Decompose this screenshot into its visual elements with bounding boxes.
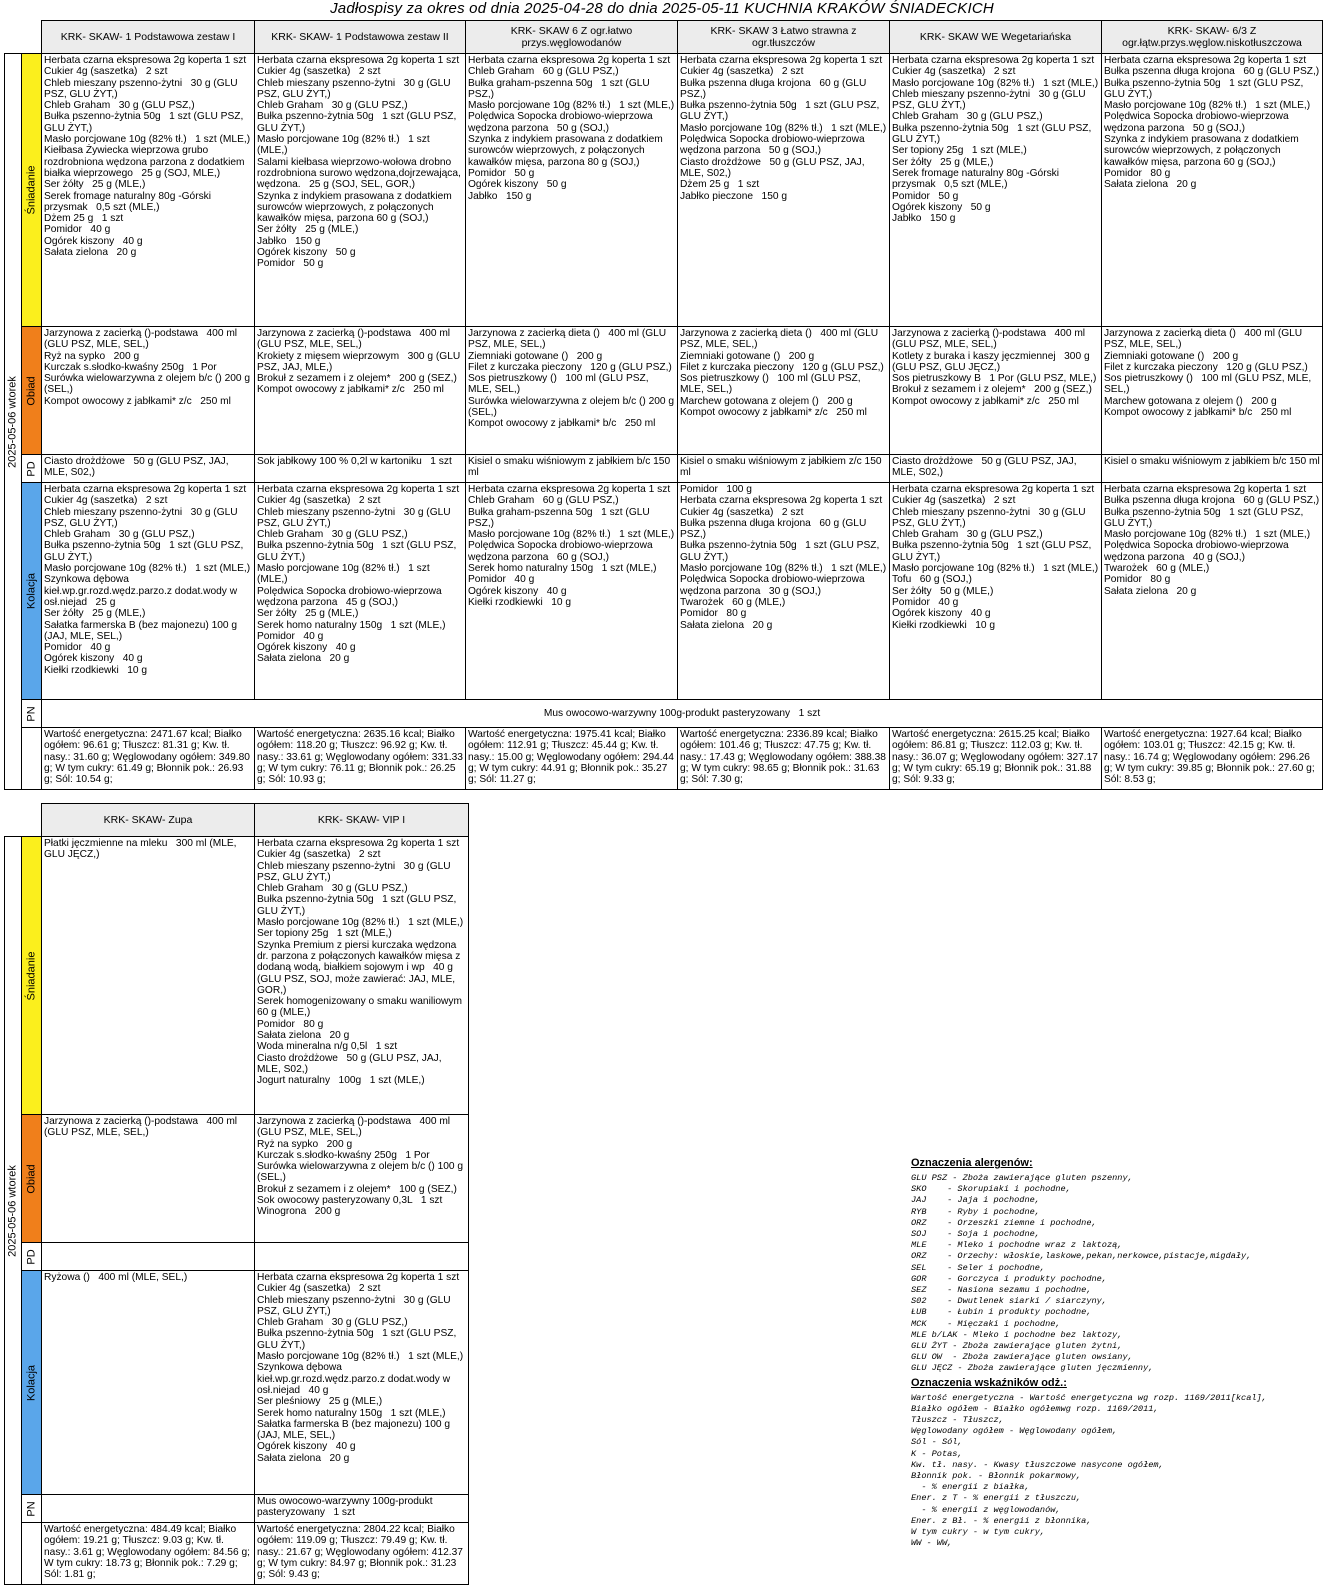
day-label: 2025-05-06 wtorek	[5, 54, 22, 790]
menu-table-secondary	[4, 803, 469, 1585]
meal-label-sniadanie: Śniadanie	[22, 54, 42, 327]
nutrition-cell: Wartość energetyczna: 2804.22 kcal; Białko ogółem: 119.09 g; Tłuszcz: 79.49 g; Kw. tł. nasy.: 21.67 g; Węglowodany ogółem: 412.37 g; W tym cukry: 84.97 g; Błonnik pok.: 31.23 g; Sól: 9.43 g;	[255, 1523, 469, 1585]
indicators-title: Oznaczenia wskaźników odż.:	[911, 1376, 1067, 1389]
nutrition-cell: Wartość energetyczna: 484.49 kcal; Białko ogółem: 19.21 g; Tłuszcz: 9.03 g; Kw. tł. nasy.: 3.61 g; Węglowodany ogółem: 84.56 g; W tym cukry: 18.73 g; Błonnik pok.: 7.29 g; Sól: 1.81 g;	[42, 1523, 255, 1585]
menu-cell: Ryżowa () 400 ml (MLE, SEL,)	[42, 1271, 255, 1495]
nutrition-cell: Wartość energetyczna: 2635.16 kcal; Białko ogółem: 118.20 g; Tłuszcz: 96.92 g; Kw. tł. nasy.: 33.61 g; Węglowodany ogółem: 331.33 g; W tym cukry: 76.11 g; Błonnik pok.: 26.25 g; Sól: 10.93 g;	[255, 728, 466, 790]
nutrition-cell: Wartość energetyczna: 1927.64 kcal; Białko ogółem: 103.01 g; Tłuszcz: 42.15 g; Kw. tł. nasy.: 16.74 g; Węglowodany ogółem: 296.26 g; W tym cukry: 39.85 g; Błonnik pok.: 27.60 g; Sól: 8.53 g;	[1102, 728, 1323, 790]
meal-label-sniadanie: Śniadanie	[22, 837, 42, 1115]
menu-cell: Ciasto drożdżowe 50 g (GLU PSZ, JAJ, MLE, S02,)	[890, 455, 1102, 483]
meal-label-obiad: Obiad	[22, 327, 42, 455]
nutrition-label	[22, 728, 42, 790]
menu-cell: Jarzynowa z zacierką ()-podstawa 400 ml (GLU PSZ, MLE, SEL,) Kotlety z buraka i kaszy jęczmiennej 300 g (GLU PSZ, GLU JĘCZ,) Sos pietruszkowy B 1 Por (GLU PSZ, MLE,) Brokuł z sezamem i z olejem* 200 g (SEZ,) Kompot owocowy z jabłkami* z/c 250 ml	[890, 327, 1102, 455]
meal-label-pn: PN	[22, 1495, 42, 1523]
nutrition-cell: Wartość energetyczna: 1975.41 kcal; Białko ogółem: 112.91 g; Tłuszcz: 45.44 g; Kw. tł. nasy.: 15.00 g; Węglowodany ogółem: 294.44 g; W tym cukry: 44.91 g; Błonnik pok.: 35.27 g; Sól: 11.27 g;	[466, 728, 678, 790]
menu-cell: Herbata czarna ekspresowa 2g koperta 1 szt Cukier 4g (saszetka) 2 szt Masło porcjowane 10g (82% tł.) 1 szt (MLE,) Chleb mieszany pszenno-żytni 30 g (GLU PSZ, GLU ŻYT,) Chleb Graham 30 g (GLU PSZ,) Bułka pszenno-żytnia 50g 1 szt (GLU PSZ, GLU ŻYT,) Ser topiony 25g 1 szt (MLE,) Ser żółty 25 g (MLE,) Serek fromage naturalny 80g -Górski przysmak 0,5 szt (MLE,) Pomidor 50 g Ogórek kiszony 50 g Jabłko 150 g	[890, 54, 1102, 327]
menu-cell: Herbata czarna ekspresowa 2g koperta 1 szt Cukier 4g (saszetka) 2 szt Chleb mieszany pszenno-żytni 30 g (GLU PSZ, GLU ŻYT,) Chleb Graham 30 g (GLU PSZ,) Bułka pszenno-żytnia 50g 1 szt (GLU PSZ, GLU ŻYT,) Masło porcjowane 10g (82% tł.) 1 szt (MLE,) Kiełbasa Żywiecka wieprzowa grubo rozdrobniona wędzona parzona z dodatkiem białka wieprzowego 25 g (SOJ, MLE,) Ser żółty 25 g (MLE,) Serek fromage naturalny 80g -Górski przysmak 0,5 szt (MLE,) Dżem 25 g 1 szt Pomidor 40 g Ogórek kiszony 40 g Sałata zielona 20 g	[42, 54, 255, 327]
menu-cell	[255, 1243, 469, 1271]
diet-header: KRK- SKAW- 6/3 Z ogr.łątw.przys.węglow.niskotłuszczowa	[1102, 21, 1323, 54]
diet-header: KRK- SKAW- 1 Podstawowa zestaw I	[42, 21, 255, 54]
menu-cell: Herbata czarna ekspresowa 2g koperta 1 szt Cukier 4g (saszetka) 2 szt Chleb mieszany pszenno-żytni 30 g (GLU PSZ, GLU ŻYT,) Chleb Graham 30 g (GLU PSZ,) Bułka pszenno-żytnia 50g 1 szt (GLU PSZ, GLU ŻYT,) Masło porcjowane 10g (82% tł.) 1 szt (MLE,) Ser topiony 25g 1 szt (MLE,) Szynka Premium z piersi kurczaka wędzona dr. parzona z połączonych kawałków mięsa z dodaną wodą, białkiem sojowym i wp 40 g (GLU PSZ, SOJ, może zawierać: JAJ, MLE, GOR,) Serek homogenizowany o smaku waniliowym 60 g (MLE,) Pomidor 80 g Sałata zielona 20 g Woda mineralna n/g 0,5l 1 szt Ciasto drożdżowe 50 g (GLU PSZ, JAJ, MLE, S02,) Jogurt naturalny 100g 1 szt (MLE,)	[255, 837, 469, 1115]
menu-cell: Płatki jęczmienne na mleku 300 ml (MLE, GLU JĘCZ,)	[42, 837, 255, 1115]
menu-cell: Herbata czarna ekspresowa 2g koperta 1 szt Bułka pszenna długa krojona 60 g (GLU PSZ,) Bułka pszenno-żytnia 50g 1 szt (GLU PSZ, GLU ŻYT,) Masło porcjowane 10g (82% tł.) 1 szt (MLE,) Polędwica Sopocka drobiowo-wieprzowa wędzona parzona 40 g (SOJ,) Twarożek 60 g (MLE,) Pomidor 80 g Sałata zielona 20 g	[1102, 483, 1323, 700]
menu-cell: Jarzynowa z zacierką ()-podstawa 400 ml (GLU PSZ, MLE, SEL,)	[42, 1115, 255, 1243]
menu-cell: Jarzynowa z zacierką dieta () 400 ml (GLU PSZ, MLE, SEL,) Ziemniaki gotowane () 200 g Filet z kurczaka pieczony 120 g (GLU PSZ,) Sos pietruszkowy () 100 ml (GLU PSZ, MLE, SEL,) Marchew gotowana z olejem () 200 g Kompot owocowy z jabłkami* b/c 250 ml	[1102, 327, 1323, 455]
menu-cell: Herbata czarna ekspresowa 2g koperta 1 szt Cukier 4g (saszetka) 2 szt Bułka pszenna długa krojona 60 g (GLU PSZ,) Bułka pszenno-żytnia 50g 1 szt (GLU PSZ, GLU ŻYT,) Masło porcjowane 10g (82% tł.) 1 szt (MLE,) Polędwica Sopocka drobiowo-wieprzowa wędzona parzona 50 g (SOJ,) Ciasto drożdżowe 50 g (GLU PSZ, JAJ, MLE, S02,) Dżem 25 g 1 szt Jabłko pieczone 150 g	[678, 54, 890, 327]
meal-label-kolacja: Kolacja	[22, 1271, 42, 1495]
diet-header: KRK- SKAW WE Wegetariańska	[890, 21, 1102, 54]
menu-cell: Pomidor 100 g Herbata czarna ekspresowa 2g koperta 1 szt Cukier 4g (saszetka) 2 szt Bułka pszenna długa krojona 60 g (GLU PSZ,) Bułka pszenno-żytnia 50g 1 szt (GLU PSZ, GLU ŻYT,) Masło porcjowane 10g (82% tł.) 1 szt (MLE,) Polędwica Sopocka drobiowo-wieprzowa wędzona parzona 30 g (SOJ,) Twarożek 60 g (MLE,) Pomidor 80 g Sałata zielona 20 g	[678, 483, 890, 700]
nutrition-cell: Wartość energetyczna: 2471.67 kcal; Białko ogółem: 96.61 g; Tłuszcz: 81.31 g; Kw. tł. nasy.: 31.60 g; Węglowodany ogółem: 349.80 g; W tym cukry: 61.49 g; Błonnik pok.: 26.93 g; Sól: 10.54 g;	[42, 728, 255, 790]
menu-cell: Mus owocowo-warzywny 100g-produkt pasteryzowany 1 szt	[42, 700, 1323, 728]
menu-cell: Herbata czarna ekspresowa 2g koperta 1 szt Cukier 4g (saszetka) 2 szt Chleb mieszany pszenno-żytni 30 g (GLU PSZ, GLU ŻYT,) Chleb Graham 30 g (GLU PSZ,) Bułka pszenno-żytnia 50g 1 szt (GLU PSZ, GLU ŻYT,) Masło porcjowane 10g (82% tł.) 1 szt (MLE,) Szynkowa dębowa kieł.wp.gr.rozd.wędz.parzo.z dodat.wody w osł.niejad 25 g Ser żółty 25 g (MLE,) Sałatka farmerska B (bez majonezu) 100 g (JAJ, MLE, SEL,) Pomidor 40 g Ogórek kiszony 40 g Kiełki rzodkiewki 10 g	[42, 483, 255, 700]
menu-cell: Kisiel o smaku wiśniowym z jabłkiem z/c 150 ml	[678, 455, 890, 483]
menu-cell	[42, 1495, 255, 1523]
menu-cell: Ciasto drożdżowe 50 g (GLU PSZ, JAJ, MLE, S02,)	[42, 455, 255, 483]
menu-cell: Jarzynowa z zacierką ()-podstawa 400 ml (GLU PSZ, MLE, SEL,) Ryż na sypko 200 g Kurczak s.słodko-kwaśny 250g 1 Por Surówka wielowarzywna z olejem b/c () 200 g (SEL,) Kompot owocowy z jabłkami* z/c 250 ml	[42, 327, 255, 455]
meal-label-kolacja: Kolacja	[22, 483, 42, 700]
menu-cell: Kisiel o smaku wiśniowym z jabłkiem b/c 150 ml	[1102, 455, 1323, 483]
menu-cell: Kisiel o smaku wiśniowym z jabłkiem b/c 150 ml	[466, 455, 678, 483]
menu-cell: Herbata czarna ekspresowa 2g koperta 1 szt Chleb Graham 60 g (GLU PSZ,) Bułka graham-pszenna 50g 1 szt (GLU PSZ,) Masło porcjowane 10g (82% tł.) 1 szt (MLE,) Polędwica Sopocka drobiowo-wieprzowa wędzona parzona 50 g (SOJ,) Szynka z indykiem prasowana z dodatkiem surowców wieprzowych, z połączonych kawałków mięsa, parzona 80 g (SOJ,) Pomidor 50 g Ogórek kiszony 50 g Jabłko 150 g	[466, 54, 678, 327]
menu-cell: Herbata czarna ekspresowa 2g koperta 1 szt Cukier 4g (saszetka) 2 szt Chleb mieszany pszenno-żytni 30 g (GLU PSZ, GLU ŻYT,) Chleb Graham 30 g (GLU PSZ,) Bułka pszenno-żytnia 50g 1 szt (GLU PSZ, GLU ŻYT,) Masło porcjowane 10g (82% tł.) 1 szt (MLE,) Salami kiełbasa wieprzowo-wołowa drobno rozdrobniona surowo wędzona,dojrzewająca, wędzona. 25 g (SOJ, SEL, GOR,) Szynka z indykiem prasowana z dodatkiem surowców wieprzowych, z połączonych kawałków mięsa, parzona 60 g (SOJ,) Ser żółty 25 g (MLE,) Jabłko 150 g Ogórek kiszony 50 g Pomidor 50 g	[255, 54, 466, 327]
day-label: 2025-05-06 wtorek	[5, 837, 22, 1585]
diet-header: KRK- SKAW- Zupa	[42, 804, 255, 837]
page-title: Jadłospisy za okres od dnia 2025-04-28 do dnia 2025-05-11 KUCHNIA KRAKÓW ŚNIADECKICH	[330, 0, 994, 17]
nutrition-cell: Wartość energetyczna: 2336.89 kcal; Białko ogółem: 101.46 g; Tłuszcz: 47.75 g; Kw. tł. nasy.: 17.43 g; Węglowodany ogółem: 388.38 g; W tym cukry: 98.65 g; Błonnik pok.: 31.63 g; Sól: 7.30 g;	[678, 728, 890, 790]
legend	[911, 1157, 1311, 1550]
meal-label-pd: PD	[22, 455, 42, 483]
menu-cell: Herbata czarna ekspresowa 2g koperta 1 szt Cukier 4g (saszetka) 2 szt Chleb mieszany pszenno-żytni 30 g (GLU PSZ, GLU ŻYT,) Chleb Graham 30 g (GLU PSZ,) Bułka pszenno-żytnia 50g 1 szt (GLU PSZ, GLU ŻYT,) Masło porcjowane 10g (82% tł.) 1 szt (MLE,) Szynkowa dębowa kieł.wp.gr.rozd.wędz.parzo.z dodat.wody w osł.niejad 40 g Ser pleśniowy 25 g (MLE,) Serek homo naturalny 150g 1 szt (MLE,) Sałatka farmerska B (bez majonezu) 100 g (JAJ, MLE, SEL,) Ogórek kiszony 40 g Sałata zielona 20 g	[255, 1271, 469, 1495]
menu-cell: Jarzynowa z zacierką dieta () 400 ml (GLU PSZ, MLE, SEL,) Ziemniaki gotowane () 200 g Filet z kurczaka pieczony 120 g (GLU PSZ,) Sos pietruszkowy () 100 ml (GLU PSZ, MLE, SEL,) Surówka wielowarzywna z olejem b/c () 200 g (SEL,) Kompot owocowy z jabłkami* b/c 250 ml	[466, 327, 678, 455]
menu-cell: Jarzynowa z zacierką ()-podstawa 400 ml (GLU PSZ, MLE, SEL,) Ryż na sypko 200 g Kurczak s.słodko-kwaśny 250g 1 Por Surówka wielowarzywna z olejem b/c () 100 g (SEL,) Brokuł z sezamem i z olejem* 100 g (SEZ,) Sok owocowy pasteryzowany 0,3L 1 szt Winogrona 200 g	[255, 1115, 469, 1243]
menu-cell: Herbata czarna ekspresowa 2g koperta 1 szt Cukier 4g (saszetka) 2 szt Chleb mieszany pszenno-żytni 30 g (GLU PSZ, GLU ŻYT,) Chleb Graham 30 g (GLU PSZ,) Bułka pszenno-żytnia 50g 1 szt (GLU PSZ, GLU ŻYT,) Masło porcjowane 10g (82% tł.) 1 szt (MLE,) Tofu 60 g (SOJ,) Ser żółty 50 g (MLE,) Pomidor 40 g Ogórek kiszony 40 g Kiełki rzodkiewki 10 g	[890, 483, 1102, 700]
menu-cell: Mus owocowo-warzywny 100g-produkt pasteryzowany 1 szt	[255, 1495, 469, 1523]
diet-header: KRK- SKAW 6 Z ogr.łatwo przys.węglowodanów	[466, 21, 678, 54]
menu-cell: Jarzynowa z zacierką ()-podstawa 400 ml (GLU PSZ, MLE, SEL,) Krokiety z mięsem wieprzowym 300 g (GLU PSZ, JAJ, MLE,) Brokuł z sezamem i z olejem* 200 g (SEZ,) Kompot owocowy z jabłkami* z/c 250 ml	[255, 327, 466, 455]
menu-cell: Herbata czarna ekspresowa 2g koperta 1 szt Bułka pszenna długa krojona 60 g (GLU PSZ,) Bułka pszenno-żytnia 50g 1 szt (GLU PSZ, GLU ŻYT,) Masło porcjowane 10g (82% tł.) 1 szt (MLE,) Polędwica Sopocka drobiowo-wieprzowa wędzona parzona 50 g (SOJ,) Szynka z indykiem prasowana z dodatkiem surowców wieprzowych, z połączonych kawałków mięsa, parzona 60 g (SOJ,) Pomidor 80 g Sałata zielona 20 g	[1102, 54, 1323, 327]
allergens-list: GLU PSZ - Zboża zawierające gluten pszenny, SKO - Skorupiaki i pochodne, JAJ - Jaja i pochodne, RYB - Ryby i pochodne, ORZ - Orzeszki ziemne i pochodne, SOJ - Soja i pochodne, MLE - Mleko i pochodne wraz z laktozą, ORZ - Orzechy: włoskie,laskowe,pekan,nerkowce,pistacje,migdały, SEL - Seler i pochodne, GOR - Gorczyca i produkty pochodne, SEZ - Nasiona sezamu i pochodne, S02 - Dwutlenek siarki / siarczyny, ŁUB - Łubin i produkty pochodne, MCK - Mięczaki i pochodne, MLE b/LAK - Mleko i pochodne bez laktozy, GLU ŻYT - Zboża zawierające gluten żytni, GLU OW - Zboża zawierające gluten owsiany, GLU JĘCZ - Zboża zawierające gluten jęczmienny,	[911, 1173, 1252, 1374]
diet-header: KRK- SKAW- 1 Podstawowa zestaw II	[255, 21, 466, 54]
indicators-list: Wartość energetyczna - Wartość energetyczna wg rozp. 1169/2011[kcal], Białko ogółem - Białko ogółemwg rozp. 1169/2011, Tłuszcz - Tłuszcz, Węglowodany ogółem - Węglowodany ogółem, Sól - Sól, K - Potas, Kw. tł. nasy. - Kwasy tłuszczowe nasycone ogółem, Błonnik pok. - Błonnik pokarmowy, - % energii z białka, Ener. z T - % energii z tłuszczu, - % energii z węglowodanów, Ener. z Bł. - % energii z błonnika, W tym cukry - w tym cukry, WW - WW,	[911, 1392, 1267, 1549]
nutrition-cell: Wartość energetyczna: 2615.25 kcal; Białko ogółem: 86.81 g; Tłuszcz: 112.03 g; Kw. tł. nasy.: 36.07 g; Węglowodany ogółem: 327.17 g; W tym cukry: 65.19 g; Błonnik pok.: 31.88 g; Sól: 9.33 g;	[890, 728, 1102, 790]
menu-cell: Herbata czarna ekspresowa 2g koperta 1 szt Chleb Graham 60 g (GLU PSZ,) Bułka graham-pszenna 50g 1 szt (GLU PSZ,) Masło porcjowane 10g (82% tł.) 1 szt (MLE,) Polędwica Sopocka drobiowo-wieprzowa wędzona parzona 60 g (SOJ,) Serek homo naturalny 150g 1 szt (MLE,) Pomidor 40 g Ogórek kiszony 40 g Kiełki rzodkiewki 10 g	[466, 483, 678, 700]
diet-header: KRK- SKAW 3 Łatwo strawna z ogr.tłuszczów	[678, 21, 890, 54]
allergens-title: Oznaczenia alergenów:	[911, 1157, 1033, 1169]
menu-table-main	[4, 20, 1323, 790]
menu-cell	[42, 1243, 255, 1271]
meal-label-pn: PN	[22, 700, 42, 728]
diet-header: KRK- SKAW- VIP I	[255, 804, 469, 837]
nutrition-label	[22, 1523, 42, 1585]
menu-cell: Sok jabłkowy 100 % 0,2l w kartoniku 1 szt	[255, 455, 466, 483]
meal-label-obiad: Obiad	[22, 1115, 42, 1243]
meal-label-pd: PD	[22, 1243, 42, 1271]
menu-cell: Herbata czarna ekspresowa 2g koperta 1 szt Cukier 4g (saszetka) 2 szt Chleb mieszany pszenno-żytni 30 g (GLU PSZ, GLU ŻYT,) Chleb Graham 30 g (GLU PSZ,) Bułka pszenno-żytnia 50g 1 szt (GLU PSZ, GLU ŻYT,) Masło porcjowane 10g (82% tł.) 1 szt (MLE,) Polędwica Sopocka drobiowo-wieprzowa wędzona parzona 45 g (SOJ,) Ser żółty 25 g (MLE,) Serek homo naturalny 150g 1 szt (MLE,) Pomidor 40 g Ogórek kiszony 40 g Sałata zielona 20 g	[255, 483, 466, 700]
menu-cell: Jarzynowa z zacierką dieta () 400 ml (GLU PSZ, MLE, SEL,) Ziemniaki gotowane () 200 g Filet z kurczaka pieczony 120 g (GLU PSZ,) Sos pietruszkowy () 100 ml (GLU PSZ, MLE, SEL,) Marchew gotowana z olejem () 200 g Kompot owocowy z jabłkami* z/c 250 ml	[678, 327, 890, 455]
